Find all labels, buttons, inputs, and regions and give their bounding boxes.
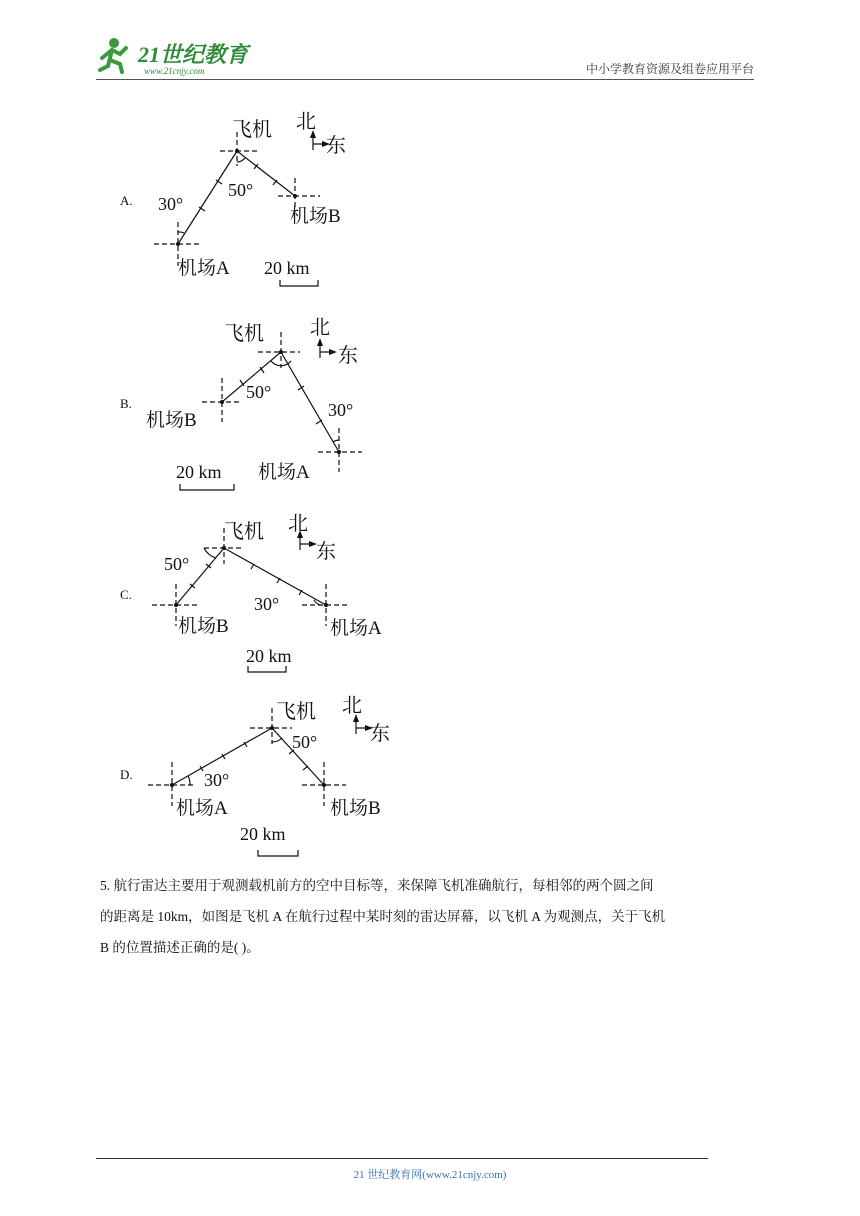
compass-east: 东	[338, 345, 358, 367]
airport-b-label: 机场B	[146, 410, 197, 431]
airport-b-label: 机场B	[178, 616, 229, 637]
option-c-letter: C.	[120, 587, 132, 602]
site-logo	[96, 34, 276, 78]
compass-north: 北	[310, 317, 330, 339]
compass-east: 东	[316, 541, 336, 563]
airport-b-label: 机场B	[290, 206, 341, 227]
compass-north: 北	[296, 111, 316, 133]
airport-a-label: 机场A	[258, 462, 310, 483]
scale-label: 20 km	[264, 258, 310, 278]
compass-north: 北	[288, 513, 308, 535]
compass-east: 东	[326, 135, 346, 157]
logo-url: www.21cnjy.com	[144, 66, 205, 76]
option-c-diagram	[140, 508, 410, 678]
angle-label: 50°	[164, 554, 190, 574]
angle-label: 30°	[204, 770, 230, 790]
angle-label: 50°	[246, 382, 272, 402]
scale-label: 20 km	[240, 824, 286, 844]
scale-label: 20 km	[246, 646, 292, 666]
logo-text: 21世纪教育	[138, 42, 249, 67]
plane-label: 飞机	[232, 119, 272, 141]
option-d-letter: D.	[120, 767, 133, 782]
footer-divider	[96, 1158, 708, 1159]
option-a-diagram	[140, 104, 380, 294]
plane-label: 飞机	[224, 323, 264, 345]
airport-a-label: 机场A	[176, 798, 228, 819]
footer-link[interactable]: 21 世纪教育网(www.21cnjy.com)	[353, 1169, 507, 1181]
airport-a-label: 机场A	[178, 258, 230, 279]
airport-b-label: 机场B	[330, 798, 381, 819]
site-title: 中小学教育资源及组卷应用平台	[585, 62, 754, 76]
option-a-letter: A.	[120, 193, 133, 208]
airport-a-label: 机场A	[330, 618, 382, 639]
question-5-line: 的距离是 10km，如图是飞机 A 在航行过程中某时刻的雷达屏幕，以飞机 A 为观测点，关于飞机	[100, 909, 666, 924]
question-5	[100, 870, 760, 963]
angle-label: 30°	[158, 194, 184, 214]
plane-label: 飞机	[276, 701, 316, 723]
angle-label: 30°	[328, 400, 354, 420]
header-divider	[96, 79, 754, 80]
option-b-diagram	[140, 312, 380, 502]
question-5-line: B 的位置描述正确的是( )。	[100, 940, 260, 955]
runner-icon	[100, 38, 126, 72]
compass-north: 北	[342, 695, 362, 717]
option-b-letter: B.	[120, 396, 132, 411]
option-d-diagram	[140, 688, 410, 860]
plane-label: 飞机	[224, 521, 264, 543]
scale-label: 20 km	[176, 462, 222, 482]
angle-label: 50°	[292, 732, 318, 752]
angle-label: 50°	[228, 180, 254, 200]
compass-east: 东	[370, 723, 390, 745]
angle-label: 30°	[254, 594, 280, 614]
question-5-line: 5. 航行雷达主要用于观测载机前方的空中目标等，来保障飞机准确航行，每相邻的两个圆之间	[100, 878, 654, 893]
